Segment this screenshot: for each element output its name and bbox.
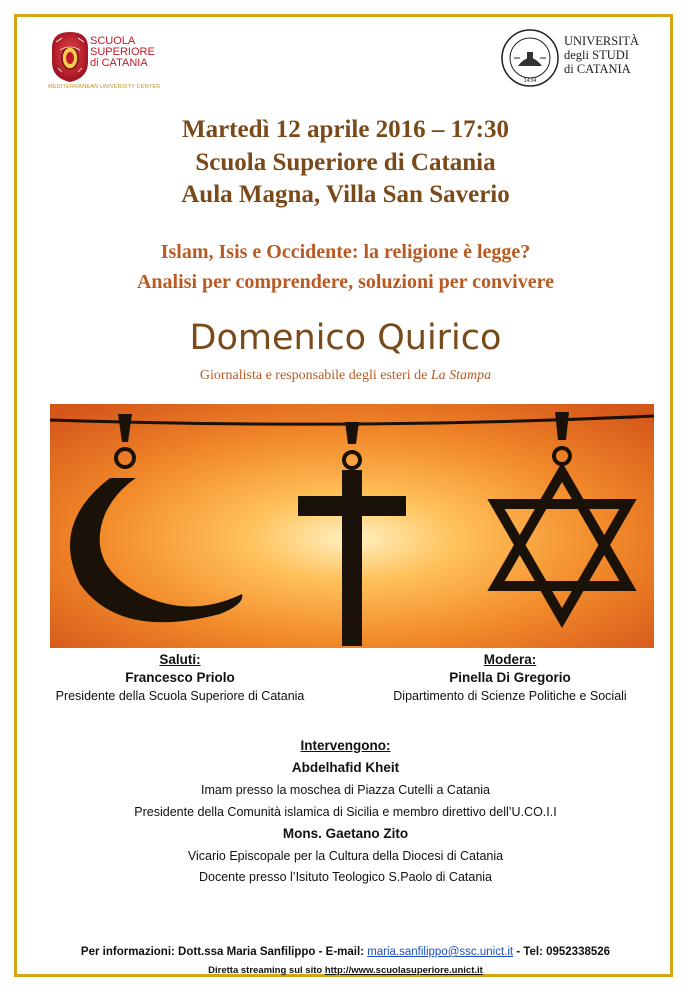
unict-seal-icon	[500, 28, 560, 88]
moderator-label: Modera:	[483, 652, 537, 667]
logo-right-line-2: degli STUDI	[564, 48, 629, 62]
unict-logo	[500, 28, 650, 92]
logo-left-line-2: SUPERIORE	[90, 46, 155, 58]
svg-text:1434: 1434	[523, 78, 537, 84]
speaker-2-role-1: Vicario Episcopale per la Cultura della Diocesi di Catania	[187, 849, 504, 863]
greetings-section	[30, 652, 330, 703]
topic-line-2: Analisi per comprendere, soluzioni per convivere	[136, 271, 555, 293]
event-room: Aula Magna, Villa San Saverio	[181, 181, 510, 208]
scuola-superiore-logo	[48, 28, 178, 92]
footer-tel: - Tel: 0952338526	[513, 946, 611, 958]
footer-streaming	[0, 965, 691, 976]
footer-stream-text: Diretta streaming sul sito	[208, 965, 325, 976]
greetings-name: Francesco Priolo	[125, 670, 235, 685]
speaker-1-role-2: Presidente della Comunità islamica di Sicilia e membro direttivo dell’U.CO.I.I	[134, 805, 557, 819]
event-datetime: Martedì 12 aprile 2016 – 17:30	[181, 116, 510, 143]
speaker-2-name: Mons. Gaetano Zito	[282, 826, 409, 841]
keynote-speaker-name: Domenico Quirico	[189, 318, 502, 358]
footer-contact	[0, 946, 691, 958]
religious-symbols-photo	[50, 404, 654, 648]
greetings-label: Saluti:	[159, 652, 201, 667]
logo-left-line-3: di CATANIA	[90, 57, 148, 69]
contact-email-link[interactable]: maria.sanfilippo@ssc.unict.it	[367, 946, 514, 958]
event-venue: Scuola Superiore di Catania	[195, 149, 496, 176]
logo-right-line-1: UNIVERSITÀ	[564, 34, 639, 48]
moderator-role: Dipartimento di Scienze Politiche e Sociali	[393, 689, 627, 703]
moderator-name: Pinella Di Gregorio	[449, 670, 571, 685]
streaming-url-link[interactable]: http://www.scuolasuperiore.unict.it	[324, 965, 483, 976]
speaker-1-name: Abdelhafid Kheit	[291, 760, 400, 775]
logo-left-line-1: SCUOLA	[90, 35, 136, 47]
scuola-seal-icon	[48, 28, 92, 84]
speaker-1-role-1: Imam presso la moschea di Piazza Cutelli a Catania	[200, 783, 491, 797]
moderator-section	[360, 652, 660, 703]
speaker-newspaper: La Stampa	[430, 368, 492, 383]
keynote-speaker-role	[0, 368, 691, 384]
greetings-role: Presidente della Scuola Superiore di Catania	[55, 689, 305, 703]
logo-right-line-3: di CATANIA	[564, 62, 631, 76]
speakers-label: Intervengono:	[300, 738, 391, 753]
speaker-2-role-2: Docente presso l’Isituto Teologico S.Paolo di Catania	[199, 870, 492, 884]
topic-line-1: Islam, Isis e Occidente: la religione è legge?	[160, 241, 531, 263]
logo-left-subtitle: MEDITERRANEAN UNIVERSITY CENTER	[48, 84, 161, 90]
footer-info-text: Per informazioni: Dott.ssa Maria Sanfilippo - E-mail:	[80, 946, 368, 958]
speaker-role-text: Giornalista e responsabile degli esteri de	[199, 368, 431, 383]
